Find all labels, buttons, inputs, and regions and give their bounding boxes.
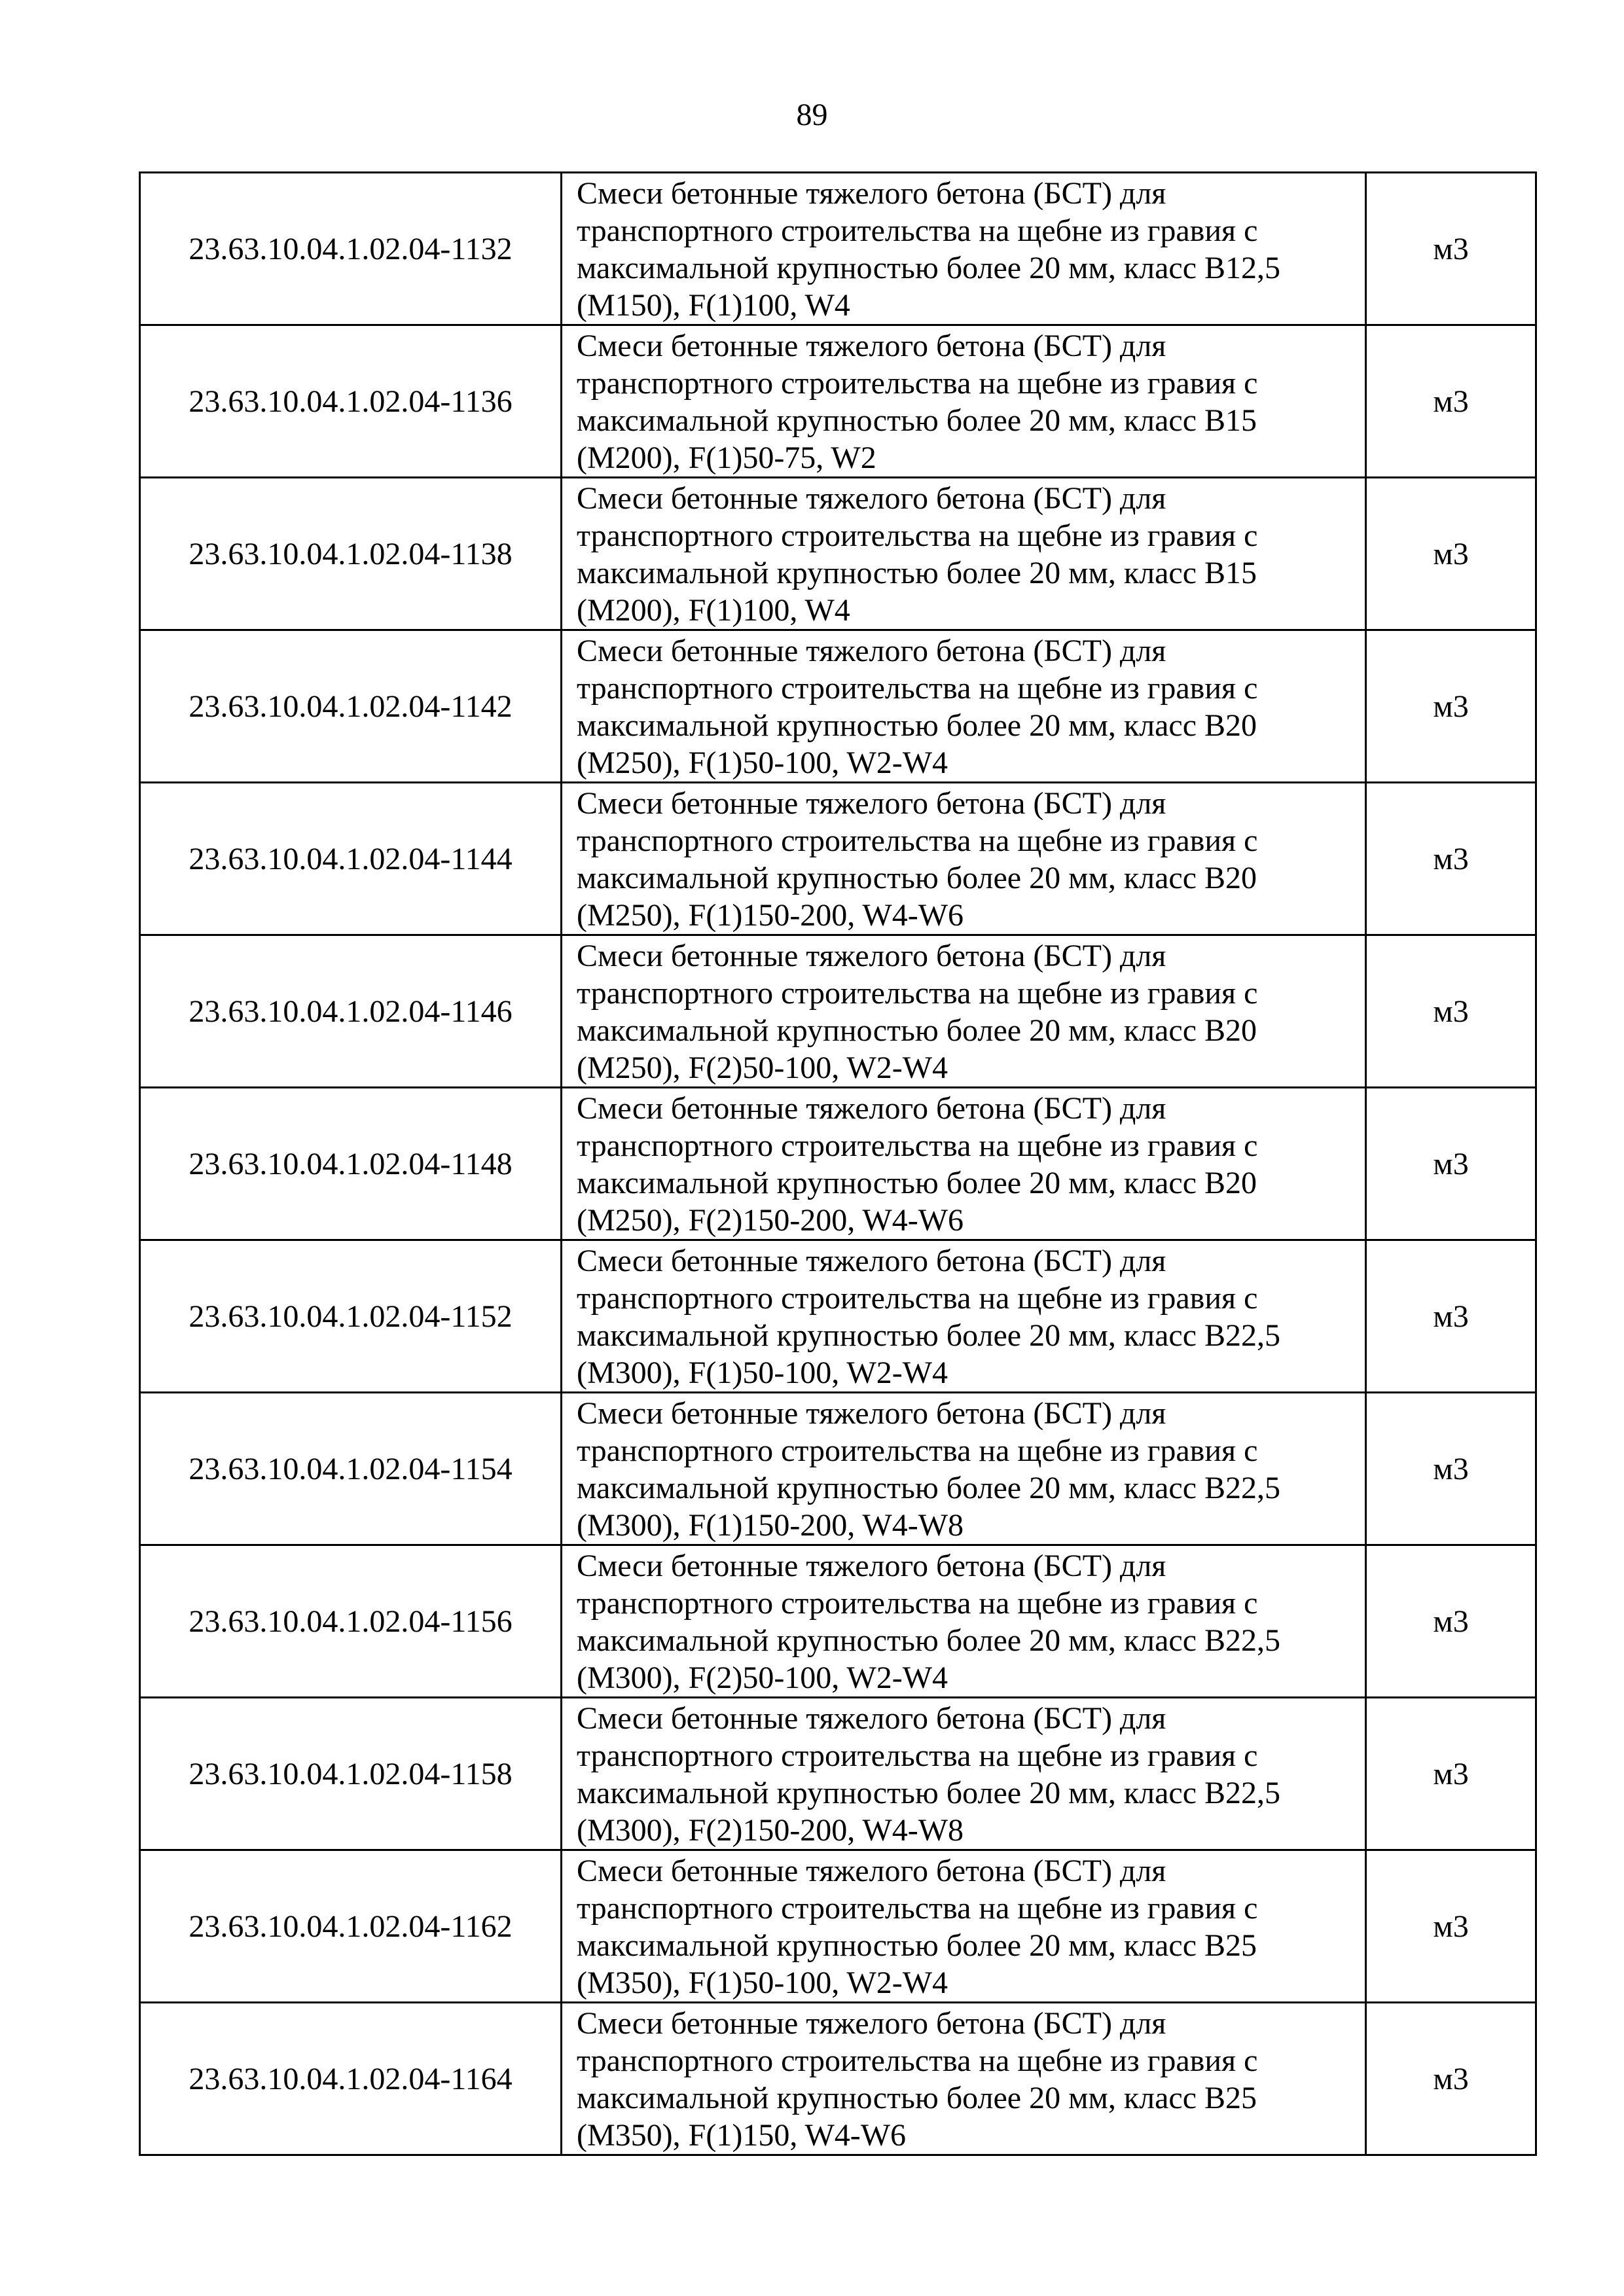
material-description: Смеси бетонные тяжелого бетона (БСТ) для транспортного строительства на щебне из гравия с максимальной крупностью более 20 мм, класс В12,5 (М150), F(1)100, W4 xyxy=(577,176,1281,323)
unit-of-measure: м3 xyxy=(1366,173,1536,325)
table-row xyxy=(140,935,1536,1088)
material-description: Смеси бетонные тяжелого бетона (БСТ) для транспортного строительства на щебне из гравия с максимальной крупностью более 20 мм, класс В20 (М250), F(1)150-200, W4-W6 xyxy=(577,786,1258,933)
material-code: 23.63.10.04.1.02.04-1148 xyxy=(140,1088,562,1240)
material-description: Смеси бетонные тяжелого бетона (БСТ) для транспортного строительства на щебне из гравия с максимальной крупностью более 20 мм, класс В20 (М250), F(2)150-200, W4-W6 xyxy=(577,1091,1258,1238)
material-description-cell xyxy=(562,1850,1366,2003)
material-code: 23.63.10.04.1.02.04-1144 xyxy=(140,783,562,935)
material-code: 23.63.10.04.1.02.04-1138 xyxy=(140,478,562,630)
material-description: Смеси бетонные тяжелого бетона (БСТ) для транспортного строительства на щебне из гравия с максимальной крупностью более 20 мм, класс В15 (М200), F(1)50-75, W2 xyxy=(577,329,1258,475)
material-description: Смеси бетонные тяжелого бетона (БСТ) для транспортного строительства на щебне из гравия с максимальной крупностью более 20 мм, класс В22,5 (М300), F(1)50-100, W2-W4 xyxy=(577,1244,1281,1390)
unit-of-measure: м3 xyxy=(1366,1088,1536,1240)
material-code: 23.63.10.04.1.02.04-1152 xyxy=(140,1240,562,1393)
material-description-cell xyxy=(562,478,1366,630)
table-row xyxy=(140,325,1536,478)
material-code: 23.63.10.04.1.02.04-1162 xyxy=(140,1850,562,2003)
table-row xyxy=(140,1240,1536,1393)
material-description-cell xyxy=(562,1545,1366,1698)
unit-of-measure: м3 xyxy=(1366,1393,1536,1545)
table-row xyxy=(140,783,1536,935)
material-description: Смеси бетонные тяжелого бетона (БСТ) для транспортного строительства на щебне из гравия с максимальной крупностью более 20 мм, класс В15 (М200), F(1)100, W4 xyxy=(577,481,1258,628)
material-description: Смеси бетонные тяжелого бетона (БСТ) для транспортного строительства на щебне из гравия с максимальной крупностью более 20 мм, класс В25 (М350), F(1)150, W4-W6 xyxy=(577,2006,1258,2153)
material-description: Смеси бетонные тяжелого бетона (БСТ) для транспортного строительства на щебне из гравия с максимальной крупностью более 20 мм, класс В25 (М350), F(1)50-100, W2-W4 xyxy=(577,1854,1258,2000)
material-description-cell xyxy=(562,1088,1366,1240)
table-row xyxy=(140,1545,1536,1698)
table-row xyxy=(140,478,1536,630)
material-code: 23.63.10.04.1.02.04-1158 xyxy=(140,1698,562,1850)
material-code: 23.63.10.04.1.02.04-1146 xyxy=(140,935,562,1088)
material-description-cell xyxy=(562,1393,1366,1545)
unit-of-measure: м3 xyxy=(1366,1698,1536,1850)
unit-of-measure: м3 xyxy=(1366,478,1536,630)
material-code: 23.63.10.04.1.02.04-1164 xyxy=(140,2003,562,2155)
material-code: 23.63.10.04.1.02.04-1136 xyxy=(140,325,562,478)
materials-table-body xyxy=(140,173,1536,2155)
table-row xyxy=(140,1088,1536,1240)
table-row xyxy=(140,2003,1536,2155)
unit-of-measure: м3 xyxy=(1366,1240,1536,1393)
materials-table xyxy=(139,171,1537,2156)
material-description: Смеси бетонные тяжелого бетона (БСТ) для транспортного строительства на щебне из гравия с максимальной крупностью более 20 мм, класс В22,5 (М300), F(2)50-100, W2-W4 xyxy=(577,1549,1281,1695)
material-description-cell xyxy=(562,1698,1366,1850)
material-description-cell xyxy=(562,783,1366,935)
material-code: 23.63.10.04.1.02.04-1132 xyxy=(140,173,562,325)
unit-of-measure: м3 xyxy=(1366,2003,1536,2155)
material-code: 23.63.10.04.1.02.04-1142 xyxy=(140,630,562,783)
table-row xyxy=(140,173,1536,325)
material-code: 23.63.10.04.1.02.04-1154 xyxy=(140,1393,562,1545)
material-description-cell xyxy=(562,2003,1366,2155)
table-row xyxy=(140,1850,1536,2003)
material-description-cell xyxy=(562,325,1366,478)
unit-of-measure: м3 xyxy=(1366,1850,1536,2003)
material-description-cell xyxy=(562,1240,1366,1393)
material-description: Смеси бетонные тяжелого бетона (БСТ) для транспортного строительства на щебне из гравия с максимальной крупностью более 20 мм, класс В20 (М250), F(1)50-100, W2-W4 xyxy=(577,634,1258,780)
material-code: 23.63.10.04.1.02.04-1156 xyxy=(140,1545,562,1698)
material-description-cell xyxy=(562,935,1366,1088)
unit-of-measure: м3 xyxy=(1366,325,1536,478)
material-description: Смеси бетонные тяжелого бетона (БСТ) для транспортного строительства на щебне из гравия с максимальной крупностью более 20 мм, класс В20 (М250), F(2)50-100, W2-W4 xyxy=(577,939,1258,1085)
table-row xyxy=(140,1698,1536,1850)
material-description: Смеси бетонные тяжелого бетона (БСТ) для транспортного строительства на щебне из гравия с максимальной крупностью более 20 мм, класс В22,5 (М300), F(2)150-200, W4-W8 xyxy=(577,1701,1281,1848)
table-row xyxy=(140,630,1536,783)
unit-of-measure: м3 xyxy=(1366,1545,1536,1698)
table-row xyxy=(140,1393,1536,1545)
unit-of-measure: м3 xyxy=(1366,935,1536,1088)
material-description-cell xyxy=(562,173,1366,325)
unit-of-measure: м3 xyxy=(1366,783,1536,935)
page-number: 89 xyxy=(796,98,828,132)
unit-of-measure: м3 xyxy=(1366,630,1536,783)
material-description: Смеси бетонные тяжелого бетона (БСТ) для транспортного строительства на щебне из гравия с максимальной крупностью более 20 мм, класс В22,5 (М300), F(1)150-200, W4-W8 xyxy=(577,1396,1281,1543)
material-description-cell xyxy=(562,630,1366,783)
